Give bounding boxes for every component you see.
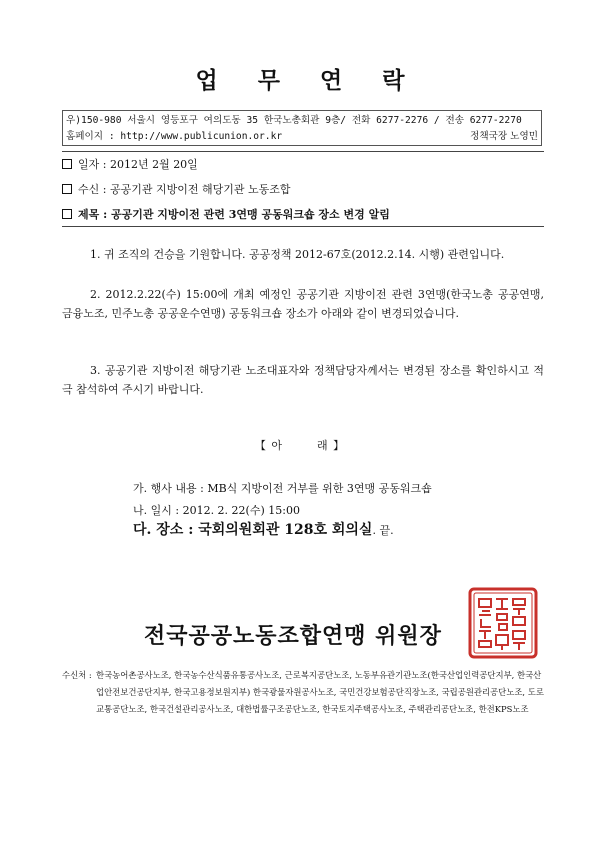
meta-date-text: 일자 : 2012년 2월 20일 (78, 158, 198, 171)
item-venue (133, 519, 394, 539)
official-seal-icon (468, 587, 538, 659)
checkbox-icon (62, 209, 72, 219)
checkbox-icon (62, 159, 72, 169)
homepage-link[interactable]: 홈페이지 : http://www.publicunion.or.kr (66, 131, 283, 142)
below-heading (0, 437, 600, 453)
meta-recipient (62, 181, 290, 197)
below-heading-open: 【 아 (254, 439, 283, 452)
below-heading-close: 래 】 (317, 439, 346, 452)
recipients-label: 수신처 : (62, 670, 92, 680)
divider-top (62, 151, 544, 152)
item-venue-text: 다. 장소 : 국회의원회관 128호 회의실 (133, 522, 373, 538)
signature: 전국공공노동조합연맹 위원장 (144, 624, 442, 649)
contact-row (66, 129, 538, 145)
body-paragraph-3: 3. 공공기관 지방이전 해당기관 노조대표자와 정책담당자께서는 변경된 장소를 확인하시고 적극 참석하여 주시기 바랍니다. (62, 364, 544, 396)
checkbox-icon (62, 184, 72, 194)
recipients-list: 한국농어촌공사노조, 한국농수산식품유통공사노조, 근로복지공단노조, 노동부유관기관노조(한국산업인력공단지부, 한국산업안전보건공단지부, 한국고용정보원지부) 한국광물자원공사노조, 국민건강보험공단직장노조, 국립공원관리공단노조, 도로교통공단노조, 한국건설관리공사노조, 대한법률구조공단노조, 한국토지주택공사노조, 주택관리공단노조, 한전KPS노조 (96, 670, 544, 714)
meta-recipient-text: 수신 : 공공기관 지방이전 해당기관 노동조합 (78, 183, 291, 196)
contact-address-line: 우)150-980 서울시 영등포구 여의도동 35 한국노총회관 9층/ 전화 6277-2276 / 전송 6277-2270 (66, 115, 522, 126)
meta-subject-text: 제목 : 공공기관 지방이전 관련 3연맹 공동워크숍 장소 변경 알림 (78, 208, 390, 221)
recipients (62, 667, 546, 718)
item-venue-end: . 끝. (372, 524, 394, 537)
item-datetime: 나. 일시 : 2012. 2. 22(수) 15:00 (133, 504, 300, 517)
meta-subject (62, 206, 390, 222)
item-event: 가. 행사 내용 : MB식 지방이전 거부를 위한 3연맹 공동워크숍 (133, 482, 432, 495)
author-name: 정책국장 노영민 (470, 131, 538, 142)
meta-date (62, 156, 198, 172)
body-paragraph-1: 1. 귀 조직의 건승을 기원합니다. 공공정책 2012-67호(2012.2.14. 시행) 관련입니다. (90, 248, 505, 261)
contact-box (62, 110, 542, 146)
body-paragraph-2: 2. 2012.2.22(수) 15:00에 개최 예정인 공공기관 지방이전 관련 3연맹(한국노총 공공연맹, 금융노조, 민주노총 공공운수연맹) 공동워크숍 장소가 아래와 같이 변경되었습니다. (62, 288, 544, 320)
divider-bottom (62, 226, 544, 227)
document-title: 업 무 연 락 (195, 68, 421, 94)
